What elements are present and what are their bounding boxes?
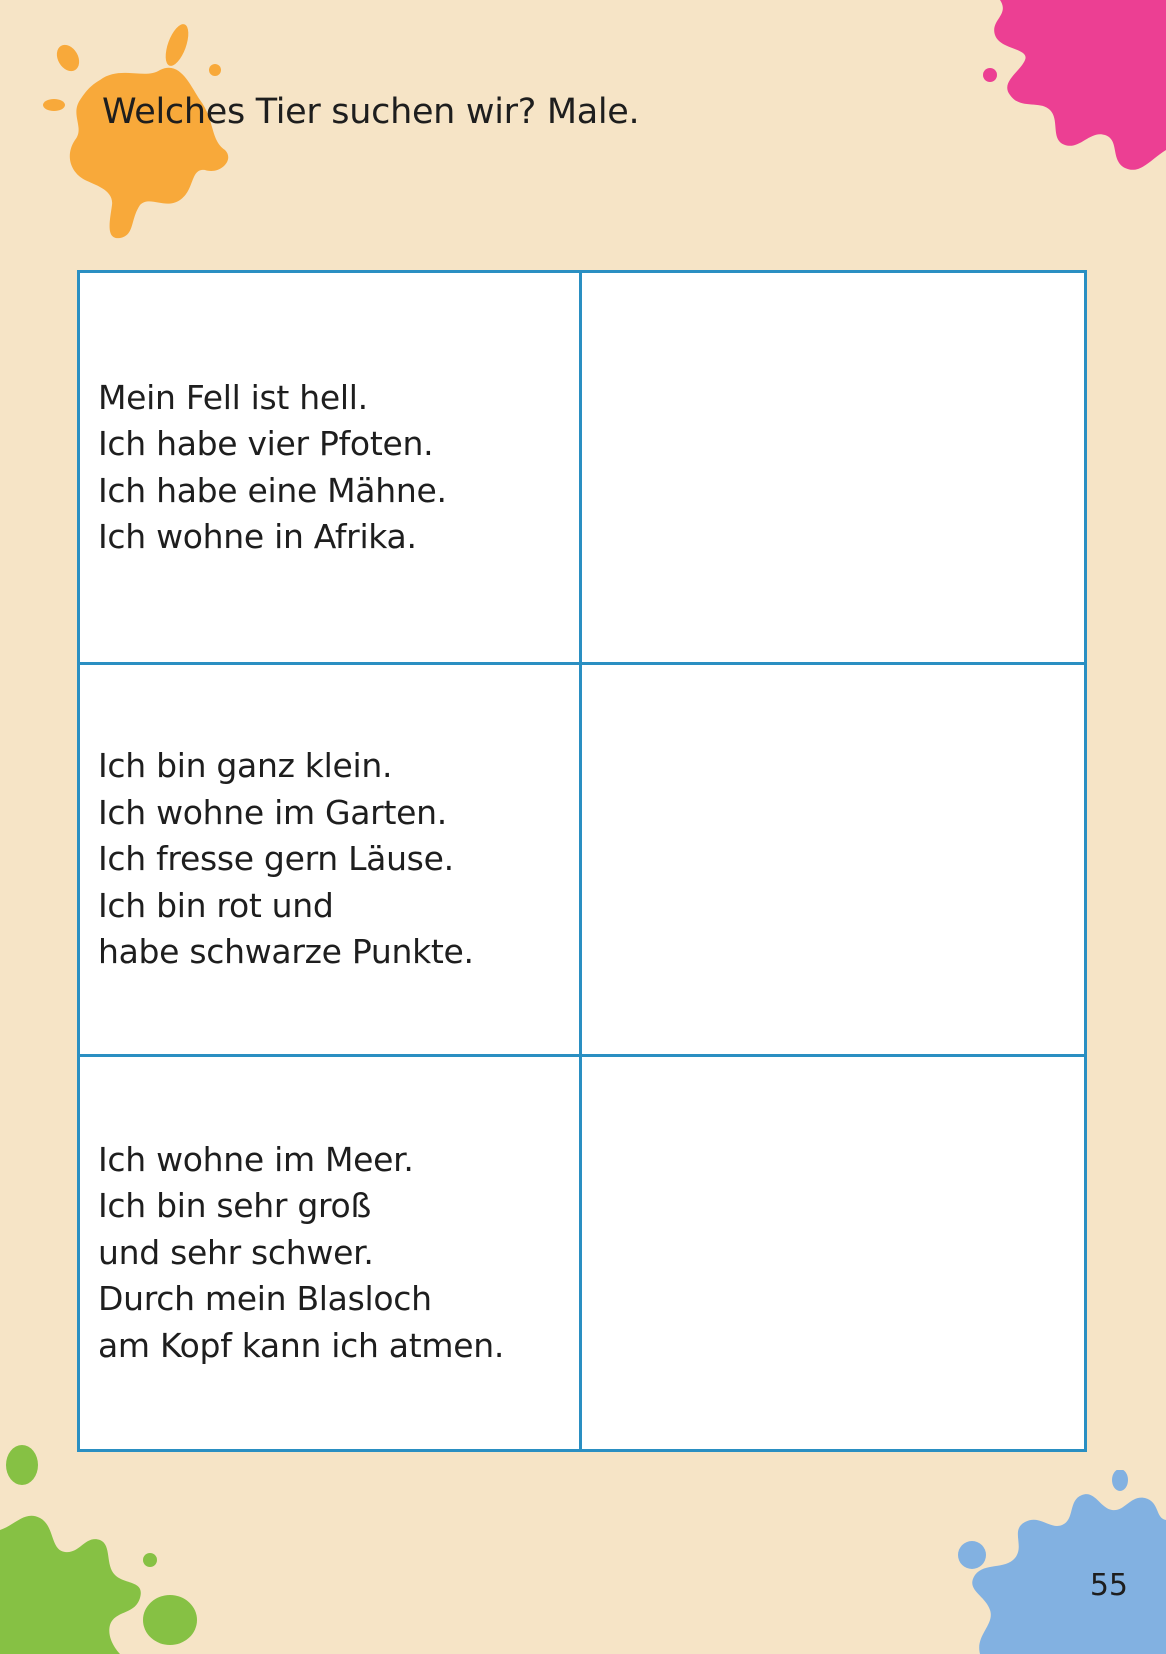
riddle-text	[80, 375, 447, 561]
drawing-box[interactable]	[582, 1057, 1084, 1449]
riddle-line: Ich wohne im Garten.	[98, 792, 447, 832]
riddle-text	[80, 743, 474, 976]
riddle-line: Durch mein Blasloch	[98, 1279, 432, 1319]
riddle-cell	[80, 1057, 582, 1449]
riddle-cell	[80, 273, 582, 665]
green-paint-splash	[0, 1440, 210, 1654]
pink-paint-splash	[980, 0, 1166, 180]
page-number: 55	[1089, 1568, 1128, 1603]
riddle-grid	[77, 270, 1087, 1452]
riddle-line: Ich wohne in Afrika.	[98, 517, 417, 556]
riddle-text	[80, 1137, 504, 1370]
riddle-line: habe schwarze Punkte.	[98, 932, 474, 972]
riddle-line: am Kopf kann ich atmen.	[98, 1325, 505, 1365]
riddle-line: Ich habe vier Pfoten.	[98, 424, 434, 463]
riddle-line: Ich bin ganz klein.	[98, 746, 393, 786]
drawing-box[interactable]	[582, 665, 1084, 1057]
riddle-line: Ich fresse gern Läuse.	[98, 839, 454, 879]
riddle-line: Mein Fell ist hell.	[98, 377, 368, 417]
riddle-line: Ich habe eine Mähne.	[98, 470, 447, 510]
riddle-line: und sehr schwer.	[98, 1232, 374, 1272]
riddle-line: Ich bin rot und	[98, 885, 334, 925]
riddle-line: Ich wohne im Meer.	[98, 1139, 414, 1179]
page-title: Welches Tier suchen wir? Male.	[102, 92, 640, 132]
riddle-cell	[80, 665, 582, 1057]
drawing-box[interactable]	[582, 273, 1084, 665]
riddle-line: Ich bin sehr groß	[98, 1186, 371, 1226]
blue-paint-splash	[950, 1470, 1166, 1654]
